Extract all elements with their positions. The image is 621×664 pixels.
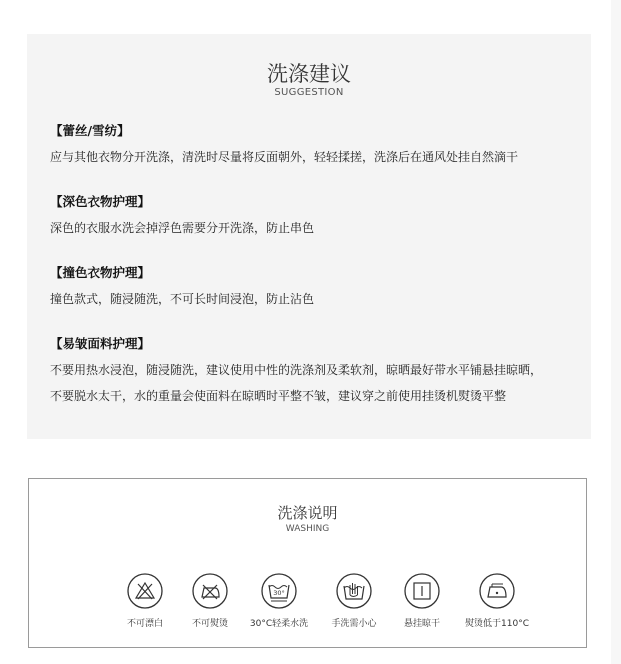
hand-wash-icon <box>335 572 373 610</box>
care-label: 熨烫低于110°C <box>465 619 529 629</box>
section-heading: 【蕾丝/雪纺】 <box>50 123 130 138</box>
care-item-hand-wash <box>320 572 388 629</box>
iron-low-icon <box>478 572 516 610</box>
section-heading: 【深色衣物护理】 <box>50 194 151 209</box>
section-dark-clothes <box>50 194 590 241</box>
care-label: 不可漂白 <box>126 619 163 629</box>
section-contrast-color <box>50 265 590 312</box>
care-item-wash-30 <box>245 572 313 629</box>
wash-temp-text: 30° <box>273 589 285 597</box>
section-text <box>50 357 590 409</box>
section-wrinkle-prone <box>50 336 590 409</box>
section-heading: 【易皱面料护理】 <box>50 336 151 351</box>
washing-instructions-box <box>28 478 587 648</box>
section-text-line: 不要脱水太干，水的重量会使面料在晾晒时平整不皱，建议穿之前使用挂烫机熨烫平整 <box>50 389 507 403</box>
care-label: 不可熨烫 <box>191 619 228 629</box>
care-item-no-bleach <box>111 572 179 629</box>
care-label: 30°C轻柔水洗 <box>249 619 309 629</box>
section-text: 深色的衣服水洗会掉浮色需要分开洗涤，防止串色 <box>50 221 315 235</box>
care-label: 手洗需小心 <box>331 619 377 629</box>
hang-dry-icon <box>403 572 441 610</box>
wash-30-icon <box>260 572 298 610</box>
section-text-line: 不要用热水浸泡，随浸随洗，建议使用中性的洗涤剂及柔软剂，晾晒最好带水平铺悬挂晾晒， <box>50 363 543 377</box>
care-label: 悬挂晾干 <box>403 619 440 629</box>
care-item-iron-low <box>463 572 531 629</box>
care-item-no-iron <box>176 572 244 629</box>
right-edge-strip <box>611 0 621 664</box>
section-text: 撞色款式，随浸随洗，不可长时间浸泡，防止沾色 <box>50 292 315 306</box>
care-item-hang-dry <box>388 572 456 629</box>
no-bleach-icon <box>126 572 164 610</box>
no-iron-icon <box>191 572 229 610</box>
suggestion-subtitle: SUGGESTION <box>274 87 344 98</box>
suggestion-title: 洗涤建议 <box>267 62 351 86</box>
section-text: 应与其他衣物分开洗涤，清洗时尽量将反面朝外，轻轻揉搓，洗涤后在通风处挂自然滴干 <box>50 150 519 164</box>
section-heading: 【撞色衣物护理】 <box>50 265 151 280</box>
suggestion-panel <box>27 34 591 439</box>
section-lace-chiffon <box>50 123 590 170</box>
washing-subtitle: WASHING <box>285 524 330 534</box>
washing-title: 洗涤说明 <box>277 504 338 522</box>
